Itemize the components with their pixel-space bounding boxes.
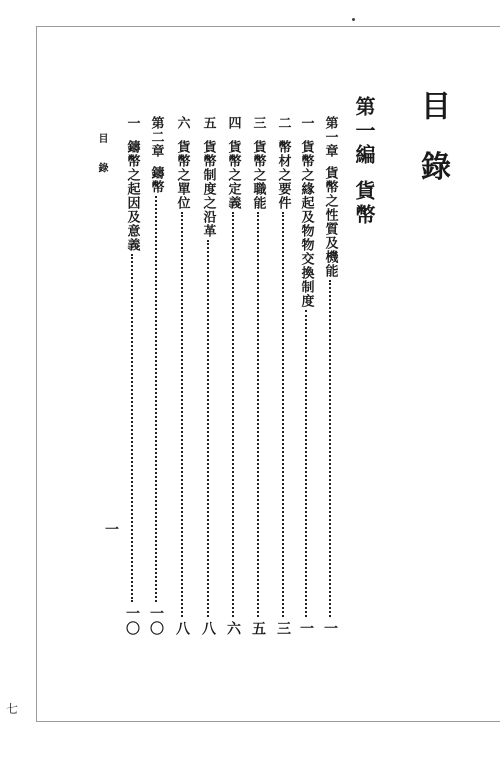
entry-text: 鑄幣 bbox=[148, 166, 164, 194]
entry-text: 貨幣之單位 bbox=[174, 140, 190, 210]
entry-page: 一 bbox=[298, 621, 314, 636]
entry-number: 五 bbox=[200, 116, 216, 130]
toc-entry-2-1 bbox=[122, 116, 142, 636]
toc-entry-1-1 bbox=[296, 116, 316, 636]
entry-number: 二 bbox=[275, 116, 291, 130]
dot-leader bbox=[131, 254, 133, 602]
entry-number: 一 bbox=[124, 116, 140, 130]
toc-entry-1-5 bbox=[198, 116, 218, 636]
entry-number: 第二章 bbox=[148, 116, 164, 158]
toc-title: 目 錄 bbox=[415, 90, 450, 191]
entry-text: 貨幣之性質及機能 bbox=[322, 166, 338, 278]
running-head: 目 錄 bbox=[96, 133, 107, 181]
part-name: 貨幣 bbox=[352, 180, 376, 228]
entry-number: 四 bbox=[225, 116, 241, 130]
entry-page: 八 bbox=[174, 621, 190, 636]
toc-entry-1-4 bbox=[223, 116, 243, 636]
entry-page: 三 bbox=[275, 621, 291, 636]
dot-leader bbox=[155, 196, 157, 602]
dot-leader bbox=[329, 280, 331, 617]
entry-number: 一 bbox=[298, 116, 314, 130]
entry-page: 五 bbox=[250, 621, 266, 636]
dot-leader bbox=[305, 310, 307, 617]
entry-page: 一〇 bbox=[124, 606, 140, 636]
entry-text: 幣材之要件 bbox=[275, 140, 291, 210]
scan-speck bbox=[352, 18, 355, 21]
toc-entry-1-3 bbox=[248, 116, 268, 636]
entry-page: 八 bbox=[200, 621, 216, 636]
entry-text: 貨幣之緣起及物物交換制度 bbox=[298, 140, 314, 308]
part-number: 第一編 bbox=[352, 96, 376, 168]
toc-entry-1-6 bbox=[172, 116, 192, 636]
dot-leader bbox=[257, 212, 259, 617]
outer-page-number: 七 bbox=[6, 702, 19, 716]
entry-number: 三 bbox=[250, 116, 266, 130]
entry-text: 貨幣之職能 bbox=[250, 140, 266, 210]
toc-entry-chapter-2 bbox=[146, 116, 166, 636]
entry-number: 第一章 bbox=[322, 116, 338, 158]
entry-number: 六 bbox=[174, 116, 190, 130]
inner-page-number: 一 bbox=[103, 522, 119, 536]
dot-leader bbox=[232, 212, 234, 617]
toc-entry-1-2 bbox=[273, 116, 293, 636]
entry-page: 一〇 bbox=[148, 606, 164, 636]
entry-page: 六 bbox=[225, 621, 241, 636]
entry-text: 鑄幣之起因及意義 bbox=[124, 140, 140, 252]
dot-leader bbox=[207, 240, 209, 617]
dot-leader bbox=[282, 212, 284, 617]
entry-text: 貨幣之定義 bbox=[225, 140, 241, 210]
part-heading bbox=[350, 96, 379, 228]
toc-entry-chapter-1 bbox=[320, 116, 340, 636]
entry-text: 貨幣制度之沿革 bbox=[200, 140, 216, 238]
entry-page: 一 bbox=[322, 621, 338, 636]
dot-leader bbox=[181, 212, 183, 617]
